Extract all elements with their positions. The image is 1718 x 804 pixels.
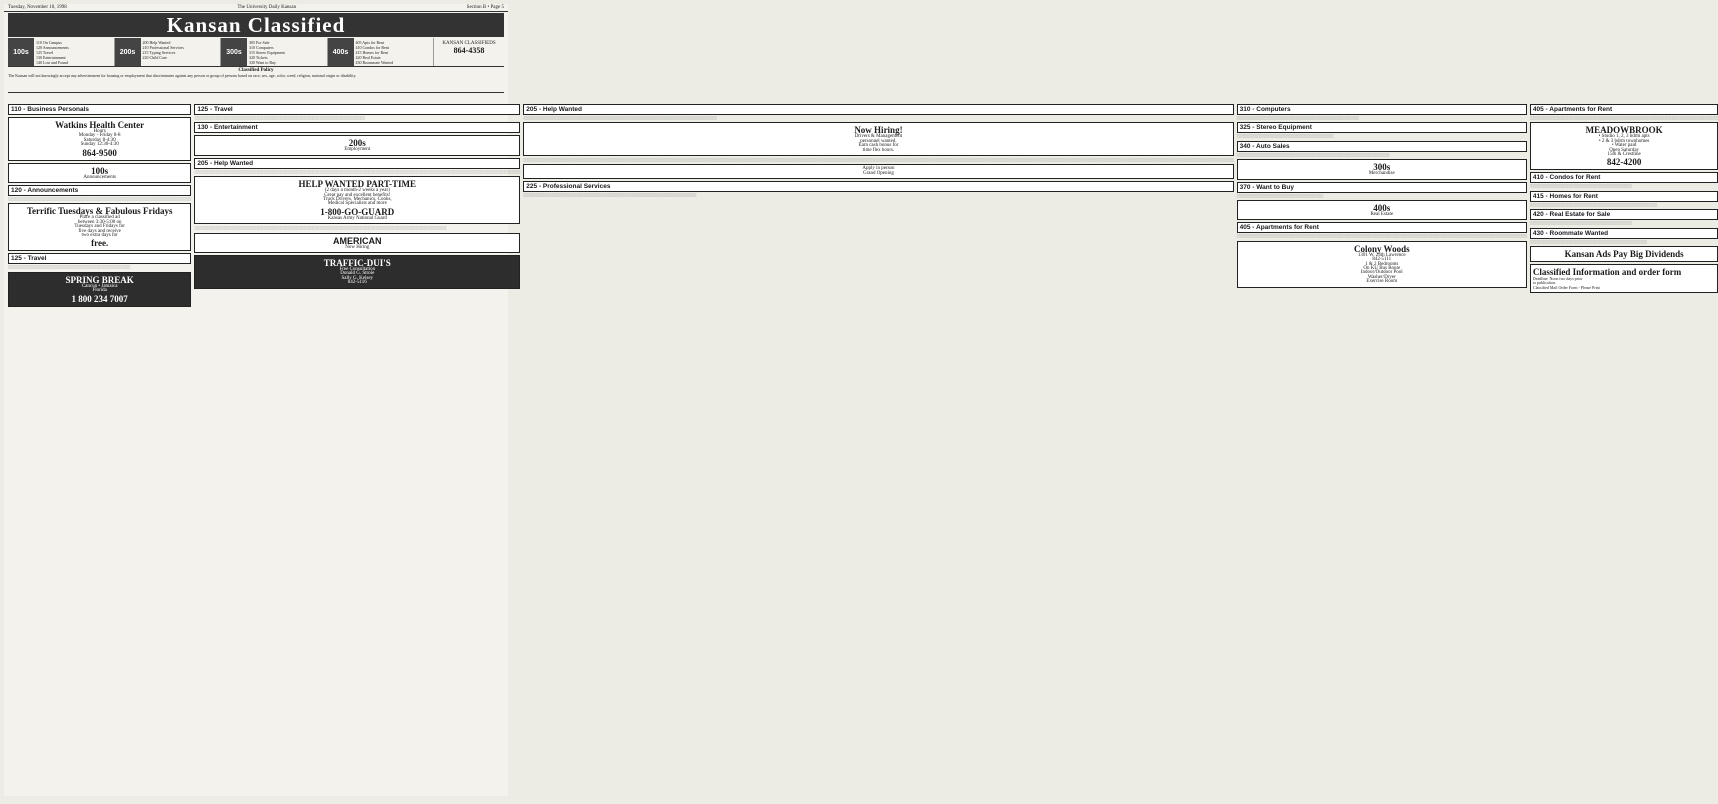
section-heading: 125 - Travel xyxy=(8,253,191,264)
column-1 xyxy=(8,102,191,792)
section-heading: 205 - Help Wanted xyxy=(523,104,1233,115)
ad-line: Great pay and excellent benefits! xyxy=(324,192,391,198)
ad-title: 300s xyxy=(1373,162,1391,173)
section-heading: 370 - Want to Buy xyxy=(1237,182,1527,193)
ad-line: Sunday 12:30-4:30 xyxy=(80,142,119,148)
column-4 xyxy=(1237,102,1527,792)
contact-label: KANSAN CLASSIFIEDS xyxy=(442,41,496,46)
ad-line: between 3:30-5:00 on xyxy=(77,219,122,225)
form-line: Deadline: Noon two days prior xyxy=(1532,276,1583,282)
index-item: 220 Child Care xyxy=(142,55,167,60)
300s-box xyxy=(1237,159,1527,179)
order-form xyxy=(1530,264,1718,293)
ad-line: Earn cash bonus for xyxy=(858,143,899,149)
classified-policy xyxy=(8,68,504,93)
watkins-ad xyxy=(8,117,191,161)
contact-box xyxy=(434,38,504,66)
index-item: 320 Tickets xyxy=(249,55,268,60)
column-5 xyxy=(1530,102,1718,792)
ad-line: (2 days a month-2 weeks a year) xyxy=(324,188,390,194)
ad-title: 400s xyxy=(1373,203,1391,214)
ad-line: On KU Bus Route xyxy=(1363,266,1401,272)
section-heading: 310 - Computers xyxy=(1237,104,1527,115)
index-item: 215 Typing Services xyxy=(142,50,176,55)
section-heading: 125 - Travel xyxy=(194,104,520,115)
index-badge: 200s xyxy=(115,38,141,66)
index-badge: 100s xyxy=(8,38,34,66)
index-item: 430 Roommate Wanted xyxy=(355,60,394,65)
ad-line: 15th & Crestline xyxy=(1607,152,1641,158)
section-heading: 340 - Auto Sales xyxy=(1237,141,1527,152)
listing-text: ░░░░░░░░░░░░░░░░░░░░░░░░░░░░░░░░░░░░░░░░░░░░░░░░░░░░░░░░░░░░░░░░░░░░░░░░ xyxy=(8,197,192,202)
index-item: 130 Entertainment xyxy=(36,55,66,60)
contact-phone: 864-4358 xyxy=(453,46,485,55)
ad-phone: 842-5116 xyxy=(347,280,367,286)
policy-title: Classified Policy xyxy=(238,68,274,73)
index-100s xyxy=(8,38,115,66)
ad-title: TRAFFIC-DUI'S xyxy=(323,258,391,269)
helpwanted-ad xyxy=(194,176,520,224)
index-300s xyxy=(221,38,328,66)
ad-title: Kansan Ads Pay Big Dividends xyxy=(1564,249,1684,260)
ad-line: Washer/Dryer xyxy=(1367,274,1396,280)
listing-text: ░░░░░░░░░░░░░░░░░░░░░░░░░░░░░░░░░░░░░░░░░░░░░░░░░░░░░░░░░░░░░░░░░░░ xyxy=(194,116,365,120)
ad-line: Monday - Friday 8-8 xyxy=(78,133,121,139)
index-item: 210 Professional Services xyxy=(142,45,184,50)
tuesdays-ad xyxy=(8,203,191,251)
listing-text: ░░░░░░░░░░░░░░░░░░░░░░░░░░░░░░░░░░░░░░░░░░░░░░░░░░░░░░░░░░░░░░░░░░░░░░░░░░░░░░░░░░░░░░░░░░░░░░░░░░░░░░░░░░░░░░░░░░ xyxy=(1236,234,1527,239)
form-title: Classified Information and order form xyxy=(1532,267,1682,278)
ad-line: 1301 W. 24th Lawrence xyxy=(1357,252,1406,258)
index-item: 420 Real Estate xyxy=(355,55,381,60)
index-item: 415 Homes for Rent xyxy=(355,50,389,55)
page-title: Kansan Classified xyxy=(166,12,346,37)
ad-line: Truck Drivers, Mechanics, Cooks, xyxy=(322,197,392,203)
ad-line: Employment xyxy=(344,147,371,153)
ad-line: personnel wanted. xyxy=(860,138,897,144)
ad-line: Free Consultation xyxy=(339,267,376,273)
listing-text: ░░░░░░░░░░░░░░░░░░░░░░░░░░░░░░░░░░░░░░░░░░░░░░░░░░░░░░░░░░░░ xyxy=(1236,152,1390,157)
column-3 xyxy=(523,102,1233,792)
ad-line: • Studio 1, 2, 3 bdrm apts xyxy=(1598,134,1650,140)
listing-text: ░░░░░░░░░░░░░░░░░░░░░░░░░░░░░░░░░░░░░░░░░░░░░░░░░░ xyxy=(1529,202,1658,207)
listing-text: ░░░░░░░░░░░░░░░░░░░░░░░░░░░░░░░░░░░░░░░░░░░░░░░░░░░░░░░░░░░░░░░░░░░░░░░░░░░░░░░░░░░░░░░░░░░░░░░░░░░ xyxy=(194,226,447,231)
header-section: Section B • Page 5 xyxy=(466,5,504,10)
200s-box xyxy=(194,135,520,155)
classified-page xyxy=(4,4,1718,796)
listing-text: ░░░░░░░░░░░░░░░░░░░░░░░░░░░░░░░░░░░░░░░░░░░░░░░░░░░░░░░░░░░░░░░░░░░░░░░░░░░░ xyxy=(523,116,717,120)
header-date: Tuesday, November 10, 1998 xyxy=(8,5,67,10)
index-badge: 400s xyxy=(328,38,354,66)
listing-text: ░░░░░░░░░░░░░░░░░░░░░░░░░░░░░░░░░░░░░░░░ xyxy=(1529,184,1632,189)
ad-line: Donald G. Strole xyxy=(340,271,375,277)
ad-line: Place a classified ad xyxy=(79,215,120,221)
form-line: to publication. xyxy=(1532,280,1557,286)
100s-box xyxy=(8,163,191,183)
ad-title: 200s xyxy=(348,138,366,149)
400s-box xyxy=(1237,200,1527,220)
ad-line: Drivers & Management xyxy=(854,134,903,140)
index-item: 125 Travel xyxy=(36,50,54,55)
index-item: 330 Want to Buy xyxy=(249,60,277,65)
section-heading: 420 - Real Estate for Sale xyxy=(1530,209,1718,220)
index-badge: 300s xyxy=(221,38,247,66)
index-item: 110 On Campus xyxy=(36,40,62,45)
ad-phone: 1 800 234 7007 xyxy=(71,293,128,304)
ad-title: Now Hiring! xyxy=(854,125,903,136)
ad-title: Watkins Health Center xyxy=(55,120,145,130)
ad-phone: 864-9500 xyxy=(82,147,117,158)
ad-title: Colony Woods xyxy=(1353,243,1410,254)
listing-text: ░░░░░░░░░░░░░░░░░░░░░░░░░░░░░░░░░░░░░░░░░░░░░░░░░░░░░░░░░░░░░░░░░░░░ xyxy=(523,193,697,198)
ad-line: two extra days for xyxy=(81,233,118,239)
section-heading: 430 - Roommate Wanted xyxy=(1530,228,1718,239)
ad-line: Announcements xyxy=(83,174,116,180)
ad-line: Tuesdays and Fridays for xyxy=(74,224,125,230)
ad-line: Apply in person xyxy=(862,166,895,172)
index-item: 310 Computers xyxy=(249,45,274,50)
column-2 xyxy=(194,102,520,792)
listing-text: ░░░░░░░░░░░░░░░░░░░░░░░░░░░░░░░░░░░░░░░░░░░░░░ xyxy=(1529,239,1648,244)
ad-line: Saturday 8-4:30 xyxy=(83,137,116,143)
index-item: 315 Stereo Equipment xyxy=(249,50,285,55)
form-line: Classified Mail Order Form - Please Print xyxy=(1532,284,1600,290)
ad-line: free. xyxy=(91,238,109,249)
ad-line: Grand Opening xyxy=(862,170,894,176)
traffic-ad xyxy=(194,255,520,289)
index-item: 305 For Sale xyxy=(249,40,270,45)
index-200s xyxy=(115,38,222,66)
listing-text: ░░░░░░░░░░░░░░░░░░░░░░░░░░░░░░░░░░░░░░░░░░░░░░░░ xyxy=(1236,116,1359,120)
ad-line: 1 & 2 Bedrooms xyxy=(1365,261,1399,267)
ad-line: Real Estate xyxy=(1370,212,1394,218)
listing-text: ░░░░░░░░░░░░░░░░░░░░░░░░░░░░░░░░░░░░░░░░░░░░░░░░ xyxy=(8,265,131,270)
policy-text: The Kansan will not knowingly accept any advertisement for housing or employment that discriminates against any person or group of persons based on race, sex, age, color, creed, religion, national origin or disability. xyxy=(8,73,357,78)
ad-title: 100s xyxy=(91,165,109,176)
flower-ad xyxy=(523,164,1233,179)
section-heading: 130 - Entertainment xyxy=(194,122,520,133)
ad-line: Sally G. Kelsey xyxy=(341,275,374,281)
ad-title: Terrific Tuesdays & Fabulous Fridays xyxy=(26,206,173,217)
ad-line: Merchandise xyxy=(1368,171,1395,177)
listing-text: ░░░░░░░░░░░░░░░░░░░░░░░░░░░░░░░░░░░░░░░░░░░░░░░░░░░░░░░░░░░░░░░░░░░░░░░░░░░░░░░░░░░░░░░░░░░░░░░░░░░░░░░░░░░░░░░░░░░░░░░░░░░░░░░░░░░░░░░░░░░░░░░░░░░░░░░░░░░░░░░░░░░░░░░░░░░░░░░░░░░░░░░░░░░░░░░░░░░░░░░░░░░░░░░░░░░░░░░░░░░░░░░░░░░░░░░░░░░░░░░░░░░░░░░░░░░░░░░░░░░░░░░░░░░░░░░░░░░░░░░ xyxy=(523,158,1234,163)
ad-line: time flex hours. xyxy=(862,147,895,153)
ad-line: Medical Specialists and more xyxy=(327,201,387,207)
springbreak-ad xyxy=(8,272,191,307)
ad-line: • Water paid xyxy=(1611,143,1637,149)
title-banner xyxy=(8,13,504,37)
index-item: 410 Condos for Rent xyxy=(355,45,389,50)
ad-line: Open Saturday xyxy=(1609,147,1640,153)
index-item: 140 Lost and Found xyxy=(36,60,69,65)
index-item: 120 Announcements xyxy=(36,45,69,50)
ad-line: Hours xyxy=(93,129,106,134)
ad-phone: 842-4200 xyxy=(1606,157,1642,168)
ad-title: AMERICAN xyxy=(333,235,382,246)
ad-line: Kansas Army National Guard xyxy=(327,215,387,221)
section-heading: 405 - Apartments for Rent xyxy=(1237,222,1527,233)
index-item: 405 Apts for Rent xyxy=(355,40,385,45)
ad-line: Indoor/Outdoor Pool xyxy=(1360,270,1403,276)
section-heading: 120 - Announcements xyxy=(8,185,191,196)
listing-text: ░░░░░░░░░░░░░░░░░░░░░░░░░░░░░░░░░░ xyxy=(1236,193,1324,198)
ad-phone: 1-800-GO-GUARD xyxy=(320,206,395,217)
listing-text: ░░░░░░░░░░░░░░░░░░░░░░░░░░░░░░░░░░░░░░ xyxy=(1236,134,1334,139)
section-heading: 225 - Professional Services xyxy=(523,181,1233,192)
adaybig-ad xyxy=(1530,246,1718,262)
colony-ad xyxy=(1237,241,1527,288)
ad-title: MEADOWBROOK xyxy=(1585,125,1663,136)
section-heading: 110 - Business Personals xyxy=(8,104,191,115)
index-400s xyxy=(328,38,435,66)
listing-text: ░░░░░░░░░░░░░░░░░░░░░░░░░░░░░░░░░░░░░░░░░░░░░░░░░░░░░░░░░░░░░░░░░░░░░░░░░░░░░░░░░░░░░░░░░░░░░░░░░░░░░░░░░░░░░░░░░░░░░░░░░░░░░░░░ xyxy=(194,169,521,174)
section-heading: 325 - Stereo Equipment xyxy=(1237,122,1527,133)
index-item: 200 Help Wanted xyxy=(142,40,171,45)
ad-phone: 842-5111 xyxy=(1372,257,1392,263)
listing-text: ░░░░░░░░░░░░░░░░░░░░░░░░░░░░░░░░░░░░░░░░░░░░░░░░░░░░░░░░░░░░░░░░░░░░░░░░░░ xyxy=(1529,116,1718,120)
american-ad xyxy=(194,233,520,253)
ad-line: • 2 & 3 bdrm townhomes xyxy=(1598,138,1650,144)
section-heading: 405 - Apartments for Rent xyxy=(1530,104,1718,115)
classified-columns xyxy=(8,102,1718,792)
meadowbrook-ad xyxy=(1530,122,1718,170)
ad-line: Cancun • Jamaica xyxy=(81,283,118,289)
ad-line: Now Hiring xyxy=(345,244,370,250)
section-heading: 410 - Condos for Rent xyxy=(1530,172,1718,183)
nowhiring-ad xyxy=(523,122,1233,156)
section-heading: 205 - Help Wanted xyxy=(194,158,520,169)
ad-line: Florida xyxy=(92,288,107,294)
ad-title: SPRING BREAK xyxy=(65,274,134,285)
running-header xyxy=(4,4,508,12)
section-heading: 415 - Homes for Rent xyxy=(1530,191,1718,202)
listing-text: ░░░░░░░░░░░░░░░░░░░░░░░░░░░░░░░░░░░░░░░░ xyxy=(1529,221,1632,226)
ad-title: HELP WANTED PART-TIME xyxy=(298,179,417,190)
ad-line: Exercise Room xyxy=(1366,279,1398,285)
ad-line: five days and receive xyxy=(78,228,121,234)
header-paper: The University Daily Kansan xyxy=(237,5,297,10)
category-index xyxy=(8,38,504,67)
